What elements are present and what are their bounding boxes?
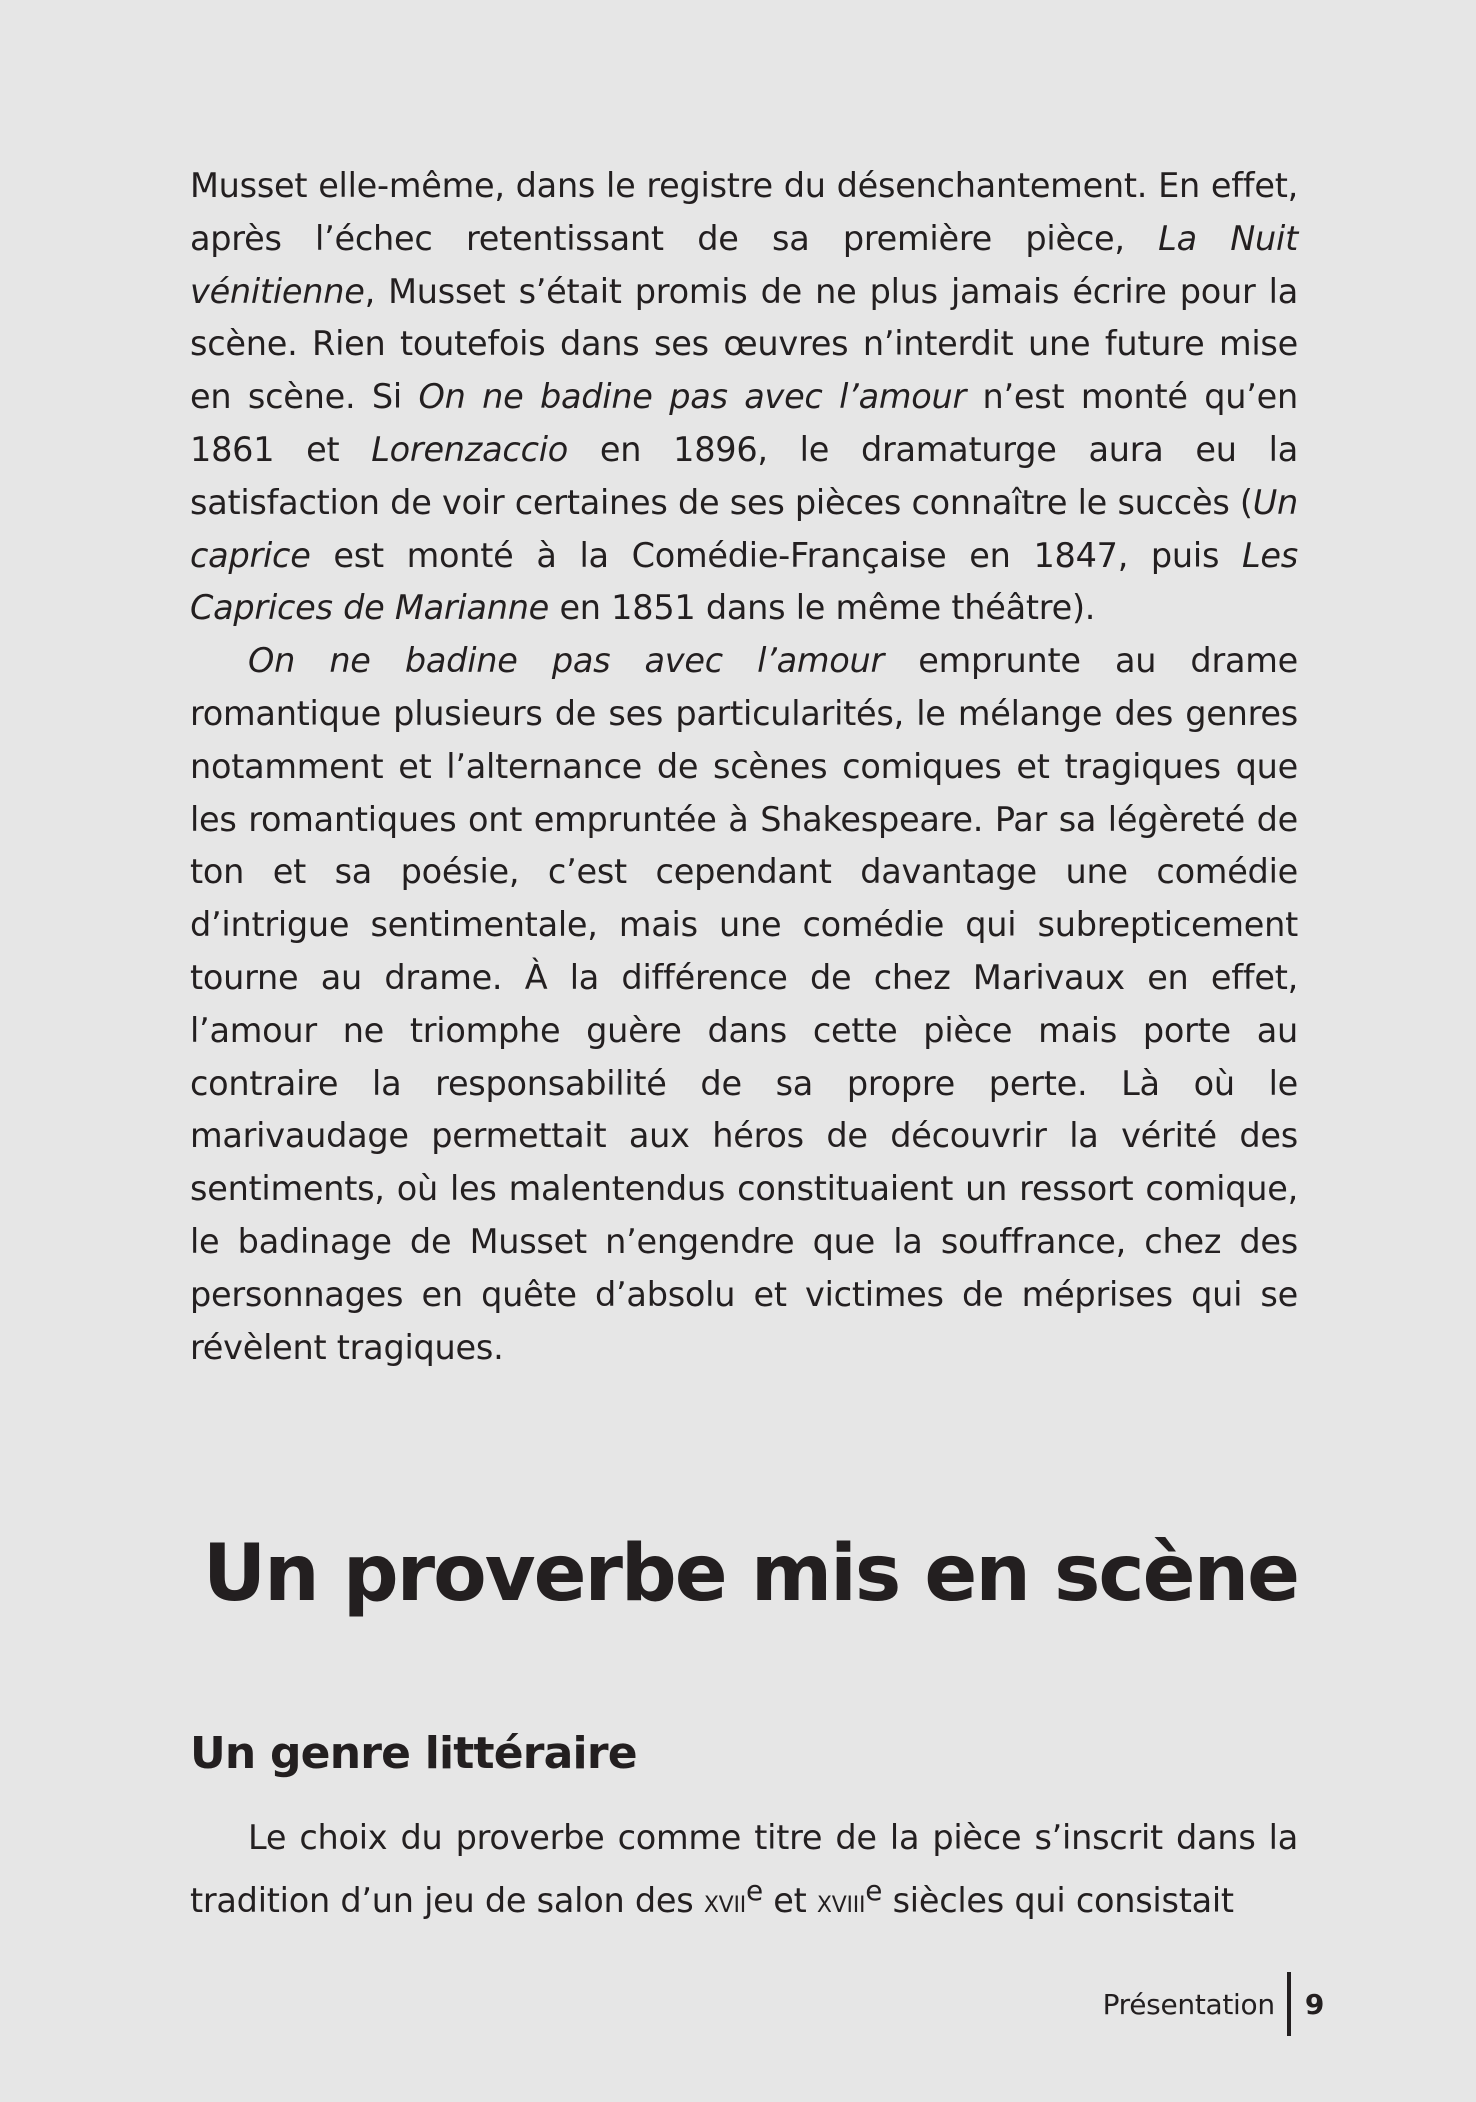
work-title-la-nuit-venitienne: La Nuit vénitienne (190, 218, 1298, 311)
century-superscript: e (745, 1873, 763, 1907)
page-footer (1103, 1977, 1324, 2031)
text-run: en 1851 dans le même théâtre). (549, 588, 1096, 628)
text-run: est monté à la Comédie-Française en 1847, puis (310, 535, 1243, 575)
body-paragraph-1 (190, 160, 1298, 635)
century-17: xvii (703, 1883, 746, 1920)
body-paragraph-2 (190, 635, 1298, 1374)
century-18: xviii (816, 1883, 866, 1920)
text-run: , Musset s’était promis de ne plus jamais écrire pour la scène. Rien toutefois dans ses œuvres n’interdit une future mise en scène. Si (190, 271, 1298, 417)
text-run: et (762, 1880, 817, 1920)
work-title-on-ne-badine: On ne badine pas avec l’amour (418, 377, 966, 417)
section-paragraph-1 (190, 1812, 1298, 1929)
section-body (190, 1812, 1298, 1929)
text-run: n’est monté qu’en 1861 et (190, 377, 1298, 469)
text-run: siècles qui consistait (882, 1880, 1234, 1920)
century-superscript: e (865, 1873, 883, 1907)
work-title-un-caprice: Un caprice (190, 482, 1299, 575)
chapter-title: Un proverbe mis en scène (202, 1529, 1298, 1619)
section-title: Un genre littéraire (190, 1728, 637, 1779)
text-run: Musset elle-même, dans le registre du désenchantement. En effet, après l’échec retentissant de sa première pièce, (190, 166, 1298, 258)
running-footer-label: Présentation (1102, 1987, 1275, 2021)
text-run: Le choix du proverbe comme titre de la pièce s’inscrit dans la tradition d’un jeu de salon des (190, 1818, 1298, 1920)
text-run: en 1896, le dramaturge aura eu la satisfaction de voir certaines de ses pièces connaître le succès ( (190, 429, 1298, 522)
work-title-on-ne-badine: On ne badine pas avec l’amour (248, 641, 885, 681)
work-title-les-caprices-de-marianne: Les Caprices de Marianne (190, 535, 1298, 628)
page-number: 9 (1304, 1987, 1324, 2021)
work-title-lorenzaccio: Lorenzaccio (371, 429, 569, 469)
text-run: emprunte au drame romantique plusieurs de ses particularités, le mélange des genres notamment et l’alternance de scènes comiques et tragiques que les romantiques ont empruntée à Shakespeare. Par sa légèreté de ton et sa poésie, c’est cependant davantage une comédie d’intrigue sentimentale, mais une comédie qui subrepticement tourne au drame. À la différence de chez Marivaux en effet, l’amour ne triomphe guère dans cette pièce mais porte au contraire la responsabilité de sa propre perte. Là où le marivaudage permettait aux héros de découvrir la vérité des sentiments, où les malentendus constituaient un ressort comique, le badinage de Musset n’engendre que la souffrance, chez des personnages en quête d’absolu et victimes de méprises qui se révèlent tragiques. (190, 641, 1298, 1367)
page-content (190, 160, 1299, 1920)
